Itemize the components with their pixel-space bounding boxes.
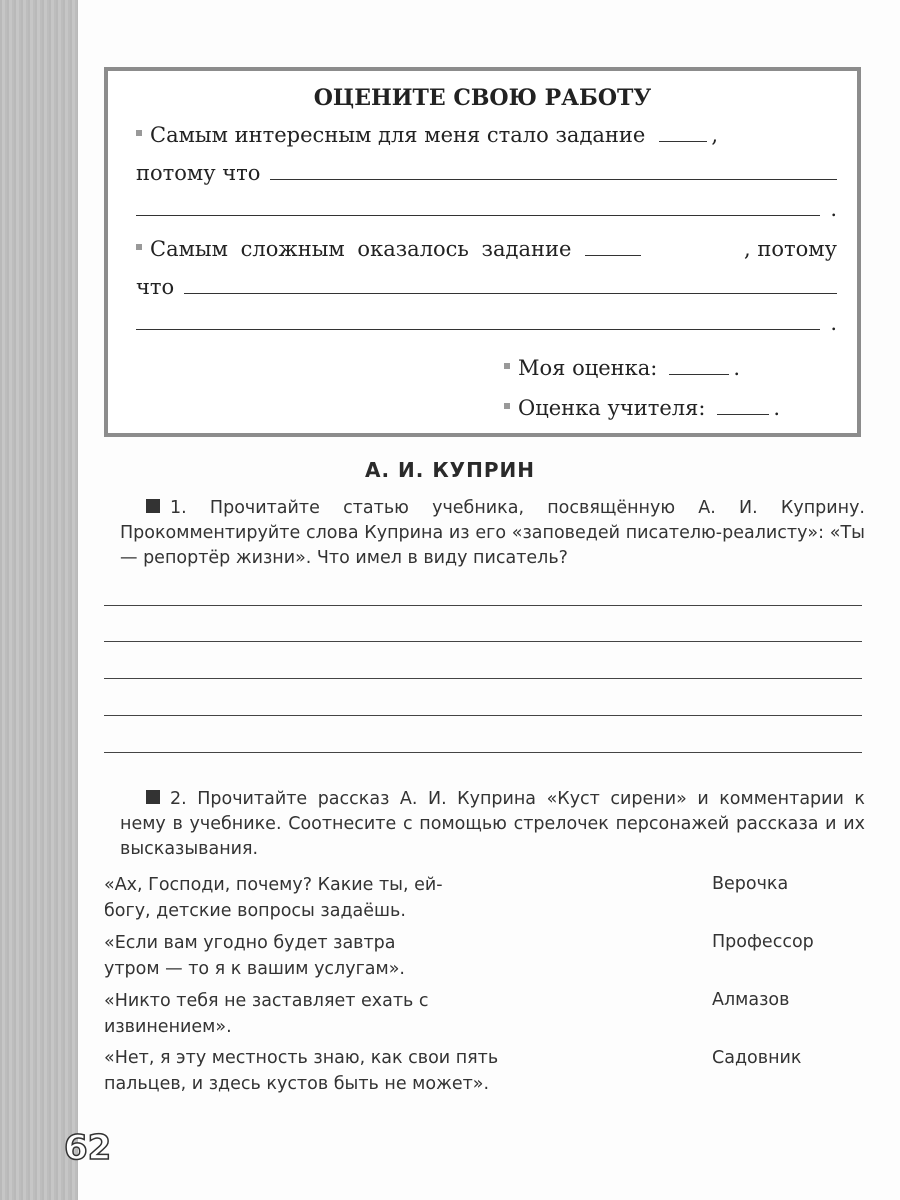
period: .: [733, 356, 741, 380]
page-edge-strip: [0, 0, 78, 1200]
section-title: А. И. КУПРИН: [365, 458, 535, 482]
answer-line[interactable]: [136, 214, 820, 216]
task-marker-icon: [146, 790, 160, 804]
character-item[interactable]: Алмазов: [712, 990, 790, 1010]
my-grade-blank[interactable]: [669, 373, 729, 375]
answer-line[interactable]: [184, 292, 837, 294]
difficult-label: Самым сложным оказалось задание: [150, 237, 572, 261]
answer-line[interactable]: [104, 752, 862, 753]
bullet-icon: [504, 363, 510, 369]
because-label: потому что: [136, 161, 261, 185]
teacher-grade-label: Оценка учителя:: [518, 396, 706, 420]
because-label-2: что: [136, 275, 175, 299]
answer-line[interactable]: [136, 328, 820, 330]
period: .: [830, 197, 837, 221]
answer-line[interactable]: [270, 178, 837, 180]
period: .: [830, 311, 837, 335]
bullet-icon: [504, 403, 510, 409]
bullet-icon: [136, 244, 142, 250]
character-item[interactable]: Верочка: [712, 874, 789, 894]
task-1-text: 1. Прочитайте статью учебника, посвящённую А. И. Куприну. Прокомментируйте слова Куприна из его «заповедей писателю-реалисту»: «Ты — репортёр жизни». Что имел в виду писатель?: [120, 498, 865, 568]
task-2: [120, 787, 865, 862]
self-assessment-box: [104, 67, 861, 437]
interesting-task-blank[interactable]: [659, 140, 707, 142]
comma: ,: [711, 123, 719, 147]
task-2-text: 2. Прочитайте рассказ А. И. Куприна «Куст сирени» и комментарии к нему в учебнике. Соотнесите с помощью стрелочек персонажей рассказа и их высказывания.: [120, 789, 865, 859]
answer-line[interactable]: [104, 605, 862, 606]
difficult-task-blank[interactable]: [585, 254, 641, 256]
quote-item[interactable]: «Нет, я эту местность знаю, как свои пять пальцев, и здесь кустов быть не может».: [104, 1048, 499, 1094]
quote-item[interactable]: «Если вам угодно будет завтра утром — то я к вашим услугам».: [104, 933, 405, 979]
because-suffix: , потому: [744, 237, 837, 261]
bullet-icon: [136, 130, 142, 136]
interesting-label: Самым интересным для меня стало задание: [150, 123, 646, 147]
character-item[interactable]: Садовник: [712, 1048, 802, 1068]
task-marker-icon: [146, 499, 160, 513]
answer-line[interactable]: [104, 641, 862, 642]
box-title: ОЦЕНИТЕ СВОЮ РАБОТУ: [313, 85, 652, 111]
page-number: 62: [64, 1128, 112, 1168]
quote-item[interactable]: «Никто тебя не заставляет ехать с извинением».: [104, 991, 429, 1037]
teacher-grade-blank[interactable]: [717, 413, 769, 415]
character-item[interactable]: Профессор: [712, 932, 814, 952]
my-grade-label: Моя оценка:: [518, 356, 658, 380]
period: .: [773, 396, 781, 420]
quote-item[interactable]: «Ах, Господи, почему? Какие ты, ей-богу, детские вопросы задаёшь.: [104, 875, 443, 921]
answer-line[interactable]: [104, 715, 862, 716]
answer-line[interactable]: [104, 678, 862, 679]
task-1: [120, 496, 865, 571]
